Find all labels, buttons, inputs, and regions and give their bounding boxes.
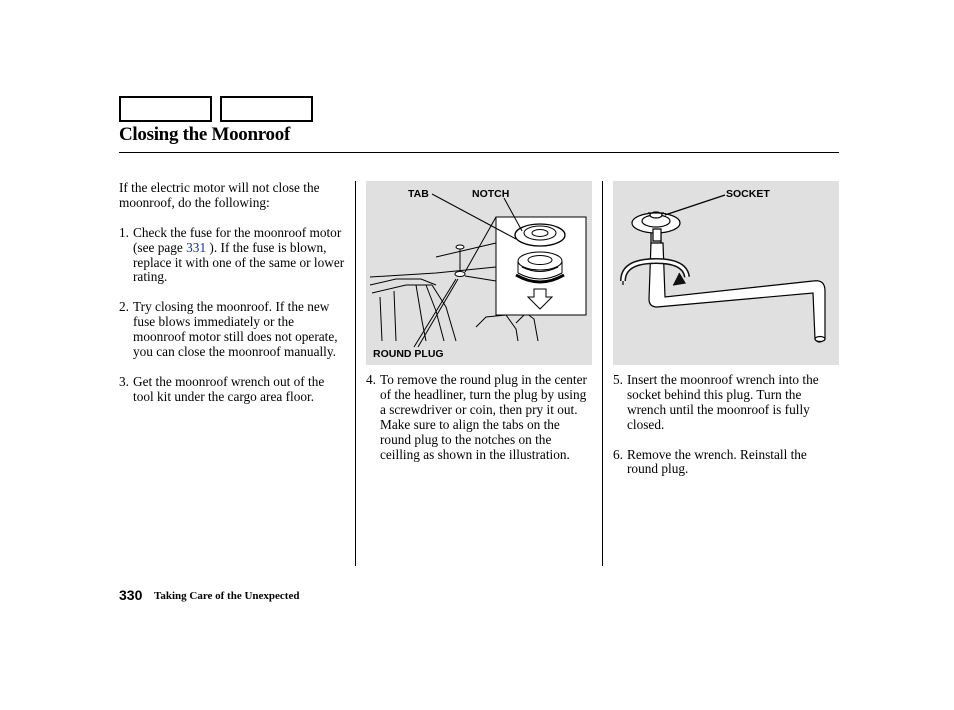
step-text-part: ). If the fuse is blown, replace it with one of the same or lower rating. [133,239,345,285]
step-number: 3. [119,373,129,389]
column-divider [602,181,603,566]
wrench-drawing [613,181,839,365]
step-6 [613,448,839,478]
nav-box-previous[interactable] [119,96,212,122]
step-number: 2. [119,299,129,315]
step-2 [119,300,347,360]
column-2 [366,373,592,477]
step-4 [366,373,592,462]
tab-label: TAB [408,188,429,200]
nav-box-next[interactable] [220,96,313,122]
step-5 [613,373,839,433]
step-text [133,226,347,286]
notch-label: NOTCH [472,188,510,200]
round-plug-illustration [366,181,592,365]
step-text: Remove the wrench. Reinstall the round plug. [627,446,807,477]
page-title: Closing the Moonroof [119,124,290,145]
page-link[interactable]: 331 [186,239,207,255]
intro-text: If the electric motor will not close the moonroof, do the following: [119,180,320,210]
step-1 [119,226,347,286]
column-divider [355,181,356,566]
step-number: 6. [613,446,623,462]
step-number: 5. [613,372,623,387]
section-name: Taking Care of the Unexpected [154,590,300,602]
page-number: 330 [119,587,143,603]
wrench-socket-illustration [613,181,839,365]
step-text: Try closing the moonroof. If the new fuse blows immediately or the moonroof motor still does not operate, you can close the moonroof manually. [133,299,338,359]
socket-label: SOCKET [726,188,770,200]
column-3 [613,373,839,492]
column-1 [119,181,347,419]
step-number: 4. [366,372,376,387]
step-text-part: Check the fuse for the moonroof motor (see page [133,224,342,255]
step-number: 1. [119,224,129,240]
round-plug-drawing [366,181,592,365]
title-rule [119,152,839,153]
round-plug-label: ROUND PLUG [373,348,444,360]
step-3 [119,375,347,405]
step-text: Get the moonroof wrench out of the tool kit under the cargo area floor. [133,373,325,404]
step-text: Insert the moonroof wrench into the socket behind this plug. Turn the wrench until the moonroof is fully closed. [627,372,819,432]
step-text: To remove the round plug in the center of the headliner, turn the plug by using a screwdriver or coin, then pry it out. Make sure to align the tabs on the round plug to the notches on the ceilling as shown in the illustration. [380,372,587,462]
